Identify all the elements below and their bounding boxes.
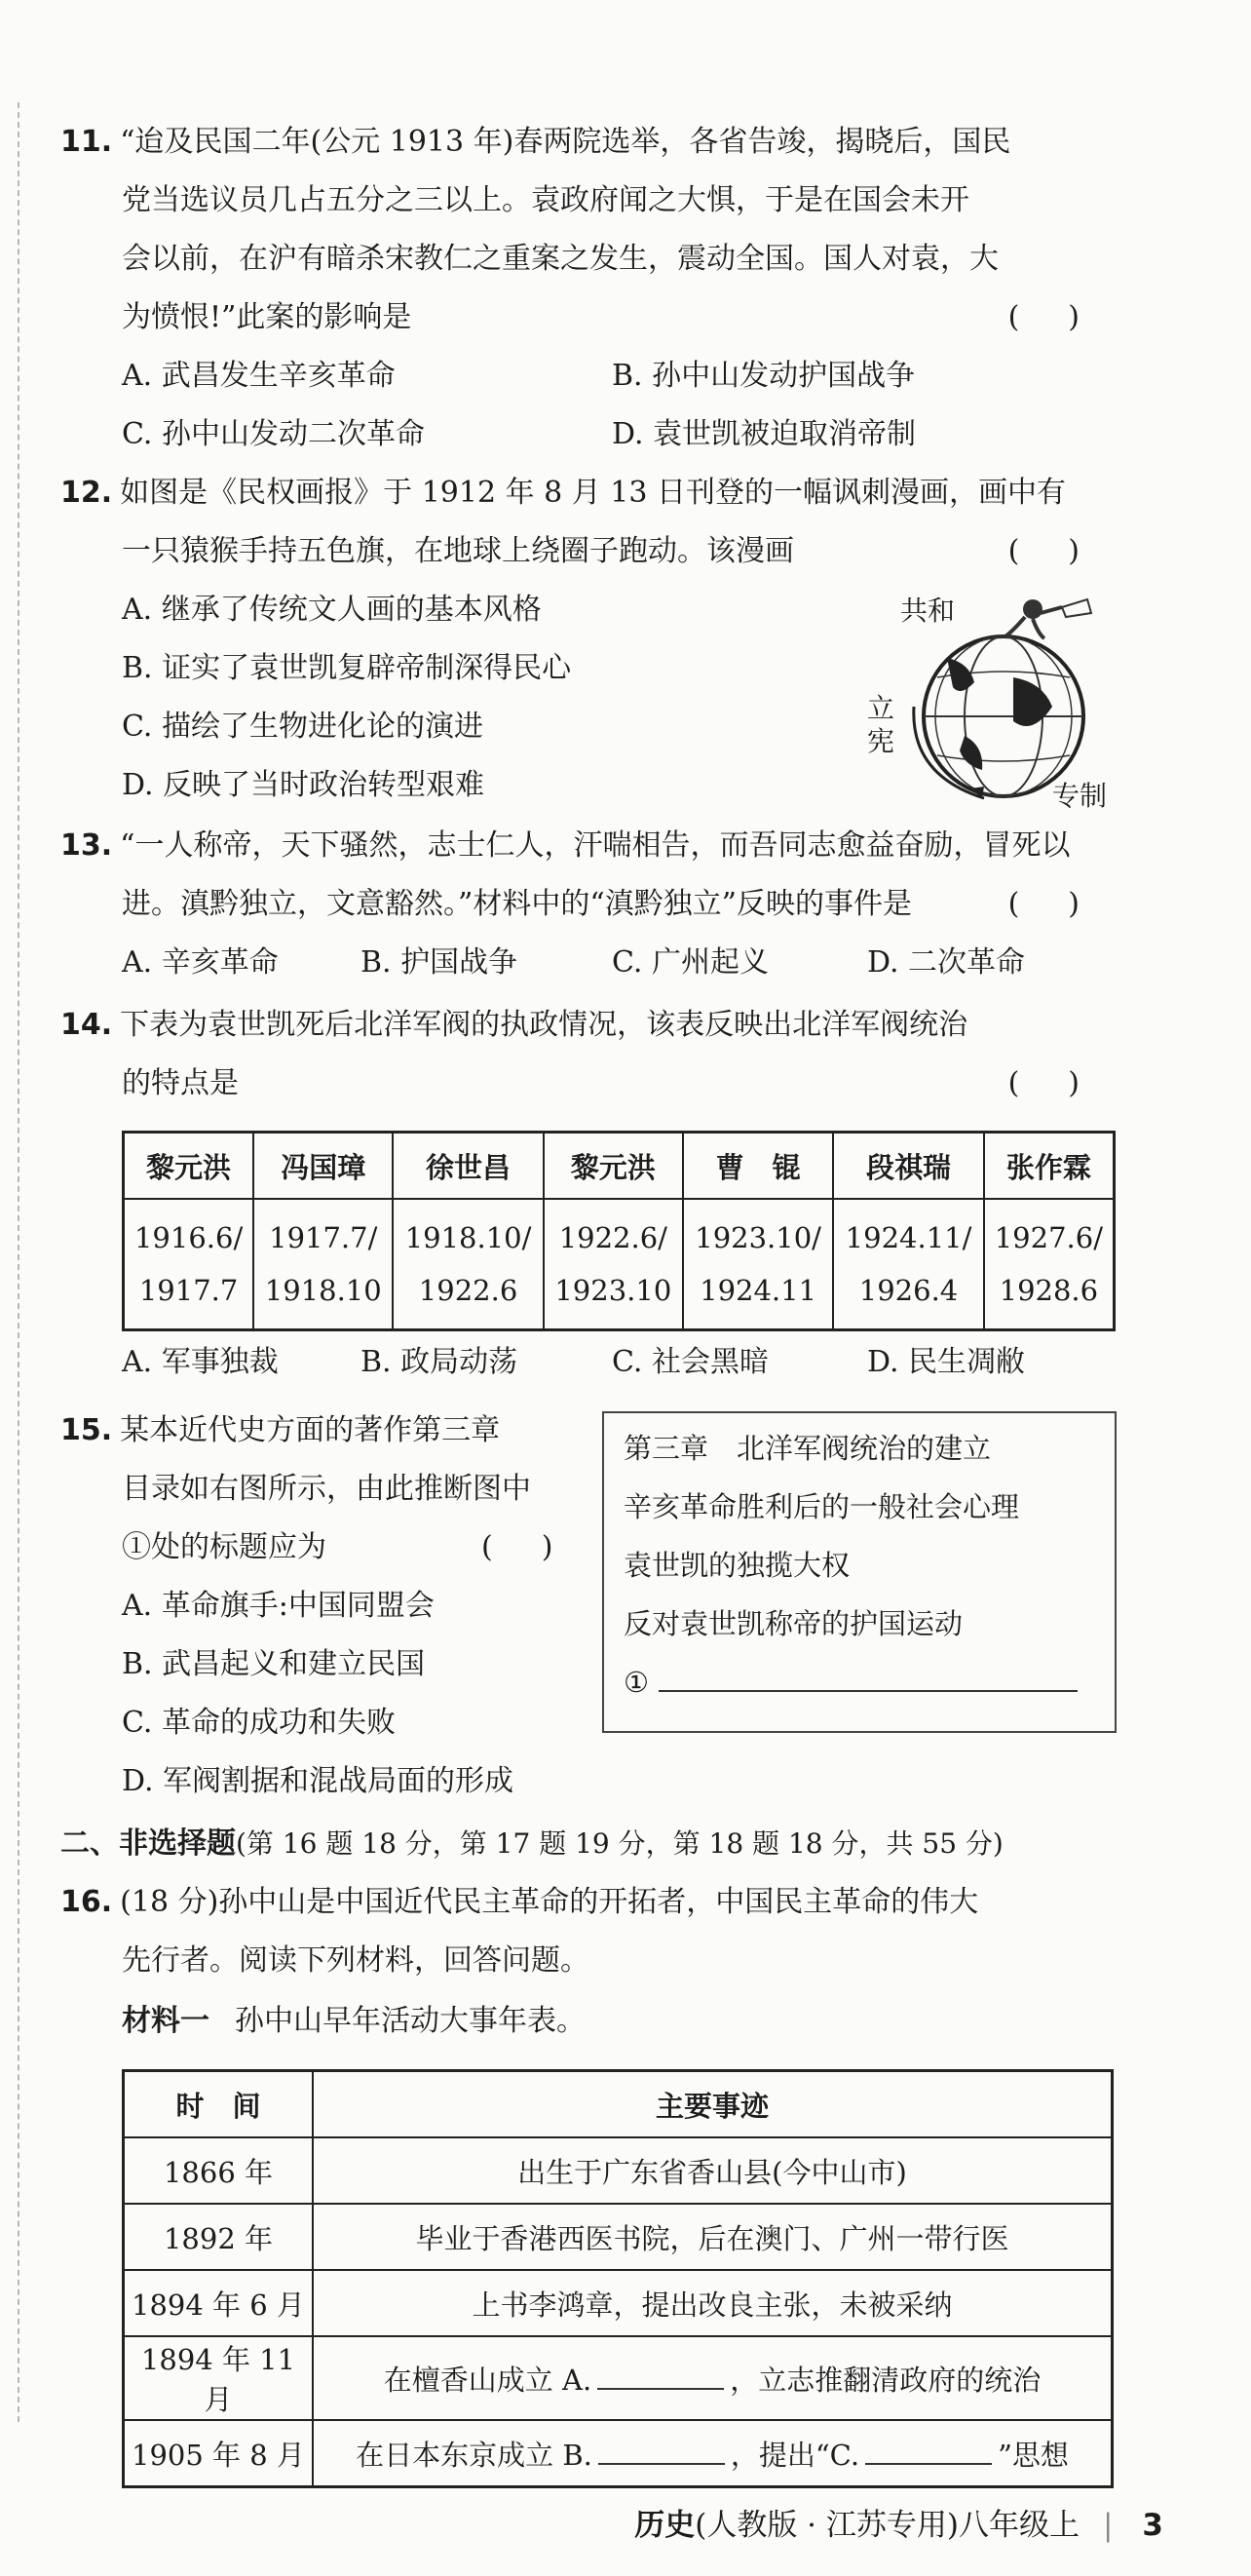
q12-option-a[interactable]: A. 继承了传统文人画的基本风格 (122, 593, 542, 627)
toc-item: 辛亥革命胜利后的一般社会心理 (624, 1490, 1020, 1523)
q15-option-a[interactable]: A. 革命旗手:中国同盟会 (122, 1589, 435, 1623)
table-cell-event: 出生于广东省香山县(今中山市) (313, 2137, 1113, 2204)
answer-paren-q12[interactable]: () (1007, 534, 1128, 568)
q12-number: 12. (60, 476, 113, 510)
q12-option-d[interactable]: D. 反映了当时政治转型艰难 (122, 768, 485, 802)
toc-chapter-title: 第三章 北洋军阀统治的建立 (624, 1432, 992, 1465)
q16-number: 16. (60, 1885, 113, 1919)
q13-option-b[interactable]: B. 护国战争 (360, 945, 518, 980)
table-cell: 1918.10/ 1922.6 (393, 1199, 543, 1330)
q15-number: 15. (60, 1413, 113, 1447)
page-number: 3 (1142, 2508, 1163, 2543)
q15-line-1: 15. 某本近代史方面的著作第三章 (60, 1413, 501, 1447)
answer-paren-q13[interactable]: () (1007, 887, 1128, 921)
satirical-cartoon (867, 590, 1120, 814)
q11-option-d[interactable]: D. 袁世凯被迫取消帝制 (612, 417, 917, 451)
q11-option-b[interactable]: B. 孙中山发动护国战争 (612, 359, 916, 393)
table-cell-date: 1892 年 (124, 2204, 314, 2270)
table-header-row (124, 1133, 1115, 1200)
q13-option-c[interactable]: C. 广州起义 (612, 945, 769, 980)
table-cell-event: 上书李鸿章，提出改良主张，未被采纳 (313, 2270, 1113, 2336)
warlord-regime-table (122, 1131, 1116, 1331)
table-header-cell: 黎元洪 (544, 1133, 683, 1200)
table-cell-event: 在檀香山成立 A. ，立志推翻清政府的统治 (313, 2336, 1113, 2420)
table-header-row (124, 2071, 1113, 2138)
fill-blank-b[interactable] (598, 2436, 725, 2465)
cartoon-label-constitution-2: 宪 (867, 725, 895, 757)
q15-line-2: 目录如右图所示，由此推断图中 (122, 1472, 531, 1506)
q12-line-1: 12. 如图是《民权画报》于 1912 年 8 月 13 日刊登的一幅讽刺漫画，画中有 (60, 476, 1066, 510)
footer-subject: 历史 (634, 2508, 696, 2543)
q13-number: 13. (60, 828, 113, 863)
q13-option-d[interactable]: D. 二次革命 (867, 945, 1026, 980)
page-footer (634, 2500, 1163, 2544)
footer-separator: | (1102, 2508, 1114, 2543)
chapter-toc-box (602, 1411, 1117, 1733)
section-heading: 二、非选择题(第 16 题 18 分，第 17 题 19 分，第 18 题 18 分，共 55 分) (60, 1826, 1004, 1861)
cartoon-label-republic: 共和 (900, 595, 956, 627)
q14-number: 14. (60, 1008, 113, 1042)
table-cell-date: 1905 年 8 月 (124, 2420, 314, 2487)
q14-option-c[interactable]: C. 社会黑暗 (612, 1345, 769, 1379)
table-header-cell: 曹 锟 (683, 1133, 833, 1200)
footer-edition: (人教版 · 江苏专用)八年级上 (695, 2508, 1080, 2543)
fill-blank-c[interactable] (865, 2436, 992, 2465)
q11-number: 11. (60, 125, 113, 159)
cartoon-label-autocracy: 专制 (1052, 780, 1108, 812)
table-cell: 1927.6/ 1928.6 (984, 1199, 1115, 1330)
table-cell: 1922.6/ 1923.10 (544, 1199, 683, 1330)
q11-option-a[interactable]: A. 武昌发生辛亥革命 (122, 359, 396, 393)
toc-item: 反对袁世凯称帝的护国运动 (624, 1607, 964, 1640)
table-header-cell: 时 间 (124, 2071, 314, 2138)
q11-option-c[interactable]: C. 孙中山发动二次革命 (122, 417, 425, 451)
q11-line-1: 11. “迨及民国二年(公元 1913 年)春两院选举，各省告竣，揭晓后，国民 (60, 125, 1011, 159)
q13-option-a[interactable]: A. 辛亥革命 (122, 945, 279, 980)
table-row (124, 1199, 1115, 1330)
table-cell-event: 在日本东京成立 B. ，提出“C. ”思想 (313, 2420, 1113, 2487)
q14-line-2: 的特点是 (122, 1066, 239, 1100)
toc-fill-blank[interactable] (659, 1663, 1078, 1692)
table-cell: 1924.11/ 1926.4 (833, 1199, 983, 1330)
q13-line-2: 进。滇黔独立，文意豁然。”材料中的“滇黔独立”反映的事件是 (122, 887, 913, 921)
answer-paren-q11[interactable]: () (1007, 300, 1128, 334)
q14-option-d[interactable]: D. 民生凋敝 (867, 1345, 1026, 1379)
q12-option-c[interactable]: C. 描绘了生物进化论的演进 (122, 710, 483, 744)
table-row (124, 2420, 1113, 2487)
q12-line-2: 一只猿猴手持五色旗，在地球上绕圈子跑动。该漫画 (122, 534, 794, 568)
q13-line-1: 13. “一人称帝，天下骚然，志士仁人，汗喘相告，而吾同志愈益奋励，冒死以 (60, 828, 1071, 863)
answer-paren-q15[interactable]: () (481, 1530, 602, 1564)
globe-drawing (867, 590, 1120, 814)
q11-line-2: 党当选议员几占五分之三以上。袁政府闻之大惧，于是在国会未开 (122, 183, 969, 217)
toc-item: 袁世凯的独揽大权 (624, 1549, 851, 1582)
q14-option-a[interactable]: A. 军事独裁 (122, 1345, 279, 1379)
table-header-cell: 黎元洪 (124, 1133, 254, 1200)
table-cell: 1923.10/ 1924.11 (683, 1199, 833, 1330)
q14-line-1: 14. 下表为袁世凯死后北洋军阀的执政情况，该表反映出北洋军阀统治 (60, 1008, 968, 1042)
q15-line-3: ①处的标题应为 (122, 1530, 326, 1564)
table-cell: 1917.7/ 1918.10 (253, 1199, 393, 1330)
table-cell-date: 1894 年 11 月 (124, 2336, 314, 2420)
table-row (124, 2336, 1113, 2420)
q15-option-b[interactable]: B. 武昌起义和建立民国 (122, 1647, 426, 1681)
q11-line-3: 会以前，在沪有暗杀宋教仁之重案之发生，震动全国。国人对袁，大 (122, 242, 999, 276)
table-header-cell: 徐世昌 (393, 1133, 543, 1200)
binding-margin-line (18, 102, 19, 2422)
table-row (124, 2270, 1113, 2336)
q16-line-2: 先行者。阅读下列材料，回答问题。 (122, 1943, 589, 1978)
toc-item-blank: ① (624, 1661, 1078, 1704)
q14-option-b[interactable]: B. 政局动荡 (360, 1345, 518, 1379)
fill-blank-a[interactable] (597, 2361, 724, 2390)
table-cell-date: 1866 年 (124, 2137, 314, 2204)
table-row (124, 2137, 1113, 2204)
table-header-cell: 段祺瑞 (833, 1133, 983, 1200)
q15-option-d[interactable]: D. 军阀割据和混战局面的形成 (122, 1764, 514, 1798)
table-header-cell: 冯国璋 (253, 1133, 393, 1200)
cartoon-label-constitution-1: 立 (867, 692, 895, 724)
q15-option-c[interactable]: C. 革命的成功和失败 (122, 1706, 396, 1740)
answer-paren-q14[interactable]: () (1007, 1066, 1128, 1100)
sun-yatsen-timeline-table (122, 2069, 1114, 2488)
q12-option-b[interactable]: B. 证实了袁世凯复辟帝制深得民心 (122, 651, 572, 685)
table-row (124, 2204, 1113, 2270)
q11-line-4: 为愤恨!”此案的影响是 (122, 300, 412, 334)
table-cell-date: 1894 年 6 月 (124, 2270, 314, 2336)
table-header-cell: 主要事迹 (313, 2071, 1113, 2138)
material-heading: 材料一 孙中山早年活动大事年表。 (122, 2004, 586, 2038)
table-cell-event: 毕业于香港西医书院，后在澳门、广州一带行医 (313, 2204, 1113, 2270)
table-header-cell: 张作霖 (984, 1133, 1115, 1200)
q16-line-1: 16. (18 分)孙中山是中国近代民主革命的开拓者，中国民主革命的伟大 (60, 1885, 979, 1919)
table-cell: 1916.6/ 1917.7 (124, 1199, 254, 1330)
